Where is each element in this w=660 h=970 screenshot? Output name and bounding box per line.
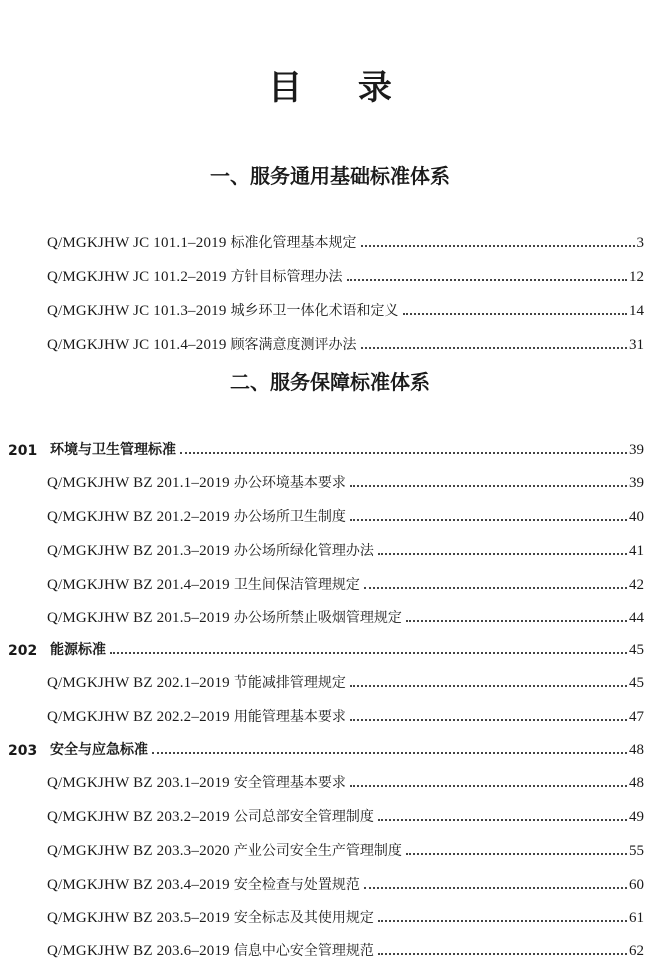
dot-leader (347, 279, 627, 281)
entry-code: Q/MGKJHW BZ 202.2–2019 (47, 709, 230, 725)
entry-page: 55 (629, 843, 644, 859)
dot-leader (180, 452, 627, 454)
entry-page: 60 (629, 877, 644, 893)
entry-code: Q/MGKJHW JC 101.2–2019 (47, 269, 227, 285)
entry-page: 45 (629, 675, 644, 691)
entry-page: 3 (636, 235, 644, 251)
entry-code: Q/MGKJHW BZ 202.1–2019 (47, 675, 230, 691)
entry-page: 49 (629, 809, 644, 825)
entry-name: 公司总部安全管理制度 (233, 809, 374, 825)
entry-name: 办公场所禁止吸烟管理规定 (233, 610, 402, 626)
dot-leader (364, 887, 627, 889)
entry-code: Q/MGKJHW BZ 203.2–2019 (47, 809, 230, 825)
entry-name: 办公场所卫生制度 (233, 509, 346, 525)
entry-name: 卫生间保洁管理规定 (233, 577, 360, 593)
entry-name: 城乡环卫一体化术语和定义 (230, 303, 399, 319)
category-number: 201 (8, 443, 38, 459)
entry-name: 安全管理基本要求 (233, 775, 346, 791)
dot-leader (378, 920, 627, 922)
entry-name: 用能管理基本要求 (233, 709, 346, 725)
category-page: 39 (629, 442, 644, 458)
dot-leader (361, 347, 627, 349)
category-page: 45 (629, 642, 644, 658)
toc-entry[interactable] (47, 936, 644, 960)
toc-entry[interactable] (47, 502, 644, 526)
toc-entry[interactable] (47, 468, 644, 492)
page-title: 目 录 (268, 68, 414, 108)
entry-name: 节能减排管理规定 (233, 675, 346, 691)
toc-category[interactable] (8, 735, 644, 759)
entry-name: 安全检查与处置规范 (233, 877, 360, 893)
entry-code: Q/MGKJHW BZ 201.2–2019 (47, 509, 230, 525)
dot-leader (350, 519, 627, 521)
entry-code: Q/MGKJHW BZ 201.4–2019 (47, 577, 230, 593)
entry-name: 办公场所绿化管理办法 (233, 543, 374, 559)
entry-page: 44 (629, 610, 644, 626)
entry-code: Q/MGKJHW JC 101.4–2019 (47, 337, 227, 353)
entry-name: 办公环境基本要求 (233, 475, 346, 491)
toc-entry[interactable] (47, 668, 644, 692)
toc-entry[interactable] (47, 570, 644, 594)
toc-category[interactable] (8, 435, 644, 459)
category-name: 能源标准 (50, 642, 106, 658)
section-heading: 一、服务通用基础标准体系 (210, 164, 450, 188)
entry-code: Q/MGKJHW BZ 203.3–2020 (47, 843, 230, 859)
entry-code: Q/MGKJHW BZ 201.5–2019 (47, 610, 230, 626)
dot-leader (406, 620, 627, 622)
dot-leader (152, 752, 627, 754)
toc-entry[interactable] (47, 262, 644, 286)
entry-page: 14 (629, 303, 644, 319)
entry-code: Q/MGKJHW JC 101.1–2019 (47, 235, 227, 251)
toc-category[interactable] (8, 635, 644, 659)
toc-entry[interactable] (47, 903, 644, 927)
entry-page: 48 (629, 775, 644, 791)
toc-entry[interactable] (47, 296, 644, 320)
entry-page: 12 (629, 269, 644, 285)
section-heading: 二、服务保障标准体系 (230, 370, 430, 394)
toc-entry[interactable] (47, 603, 644, 627)
entry-name: 信息中心安全管理规范 (233, 943, 374, 959)
entry-page: 31 (629, 337, 644, 353)
entry-page: 47 (629, 709, 644, 725)
entry-code: Q/MGKJHW BZ 201.1–2019 (47, 475, 230, 491)
entry-code: Q/MGKJHW BZ 203.4–2019 (47, 877, 230, 893)
toc-entry[interactable] (47, 768, 644, 792)
entry-code: Q/MGKJHW BZ 203.1–2019 (47, 775, 230, 791)
entry-code: Q/MGKJHW BZ 203.5–2019 (47, 910, 230, 926)
entry-page: 42 (629, 577, 644, 593)
entry-code: Q/MGKJHW BZ 203.6–2019 (47, 943, 230, 959)
dot-leader (378, 819, 627, 821)
dot-leader (361, 245, 635, 247)
toc-entry[interactable] (47, 228, 644, 252)
dot-leader (406, 853, 627, 855)
entry-page: 61 (629, 910, 644, 926)
entry-page: 41 (629, 543, 644, 559)
entry-name: 方针目标管理办法 (230, 269, 343, 285)
entry-name: 安全标志及其使用规定 (233, 910, 374, 926)
toc-entry[interactable] (47, 702, 644, 726)
entry-name: 顾客满意度测评办法 (230, 337, 357, 353)
dot-leader (350, 785, 627, 787)
dot-leader (378, 953, 627, 955)
toc-entry[interactable] (47, 330, 644, 354)
dot-leader (350, 719, 627, 721)
category-number: 203 (8, 743, 38, 759)
entry-page: 39 (629, 475, 644, 491)
toc-entry[interactable] (47, 802, 644, 826)
toc-entry[interactable] (47, 870, 644, 894)
dot-leader (350, 685, 627, 687)
dot-leader (403, 313, 627, 315)
entry-code: Q/MGKJHW JC 101.3–2019 (47, 303, 227, 319)
entry-name: 产业公司安全生产管理制度 (233, 843, 402, 859)
toc-entry[interactable] (47, 536, 644, 560)
entry-page: 62 (629, 943, 644, 959)
dot-leader (110, 652, 627, 654)
entry-code: Q/MGKJHW BZ 201.3–2019 (47, 543, 230, 559)
dot-leader (364, 587, 627, 589)
category-number: 202 (8, 643, 38, 659)
category-page: 48 (629, 742, 644, 758)
toc-entry[interactable] (47, 836, 644, 860)
entry-name: 标准化管理基本规定 (230, 235, 357, 251)
entry-page: 40 (629, 509, 644, 525)
category-name: 安全与应急标准 (50, 742, 148, 758)
dot-leader (350, 485, 627, 487)
dot-leader (378, 553, 627, 555)
category-name: 环境与卫生管理标准 (50, 442, 176, 458)
